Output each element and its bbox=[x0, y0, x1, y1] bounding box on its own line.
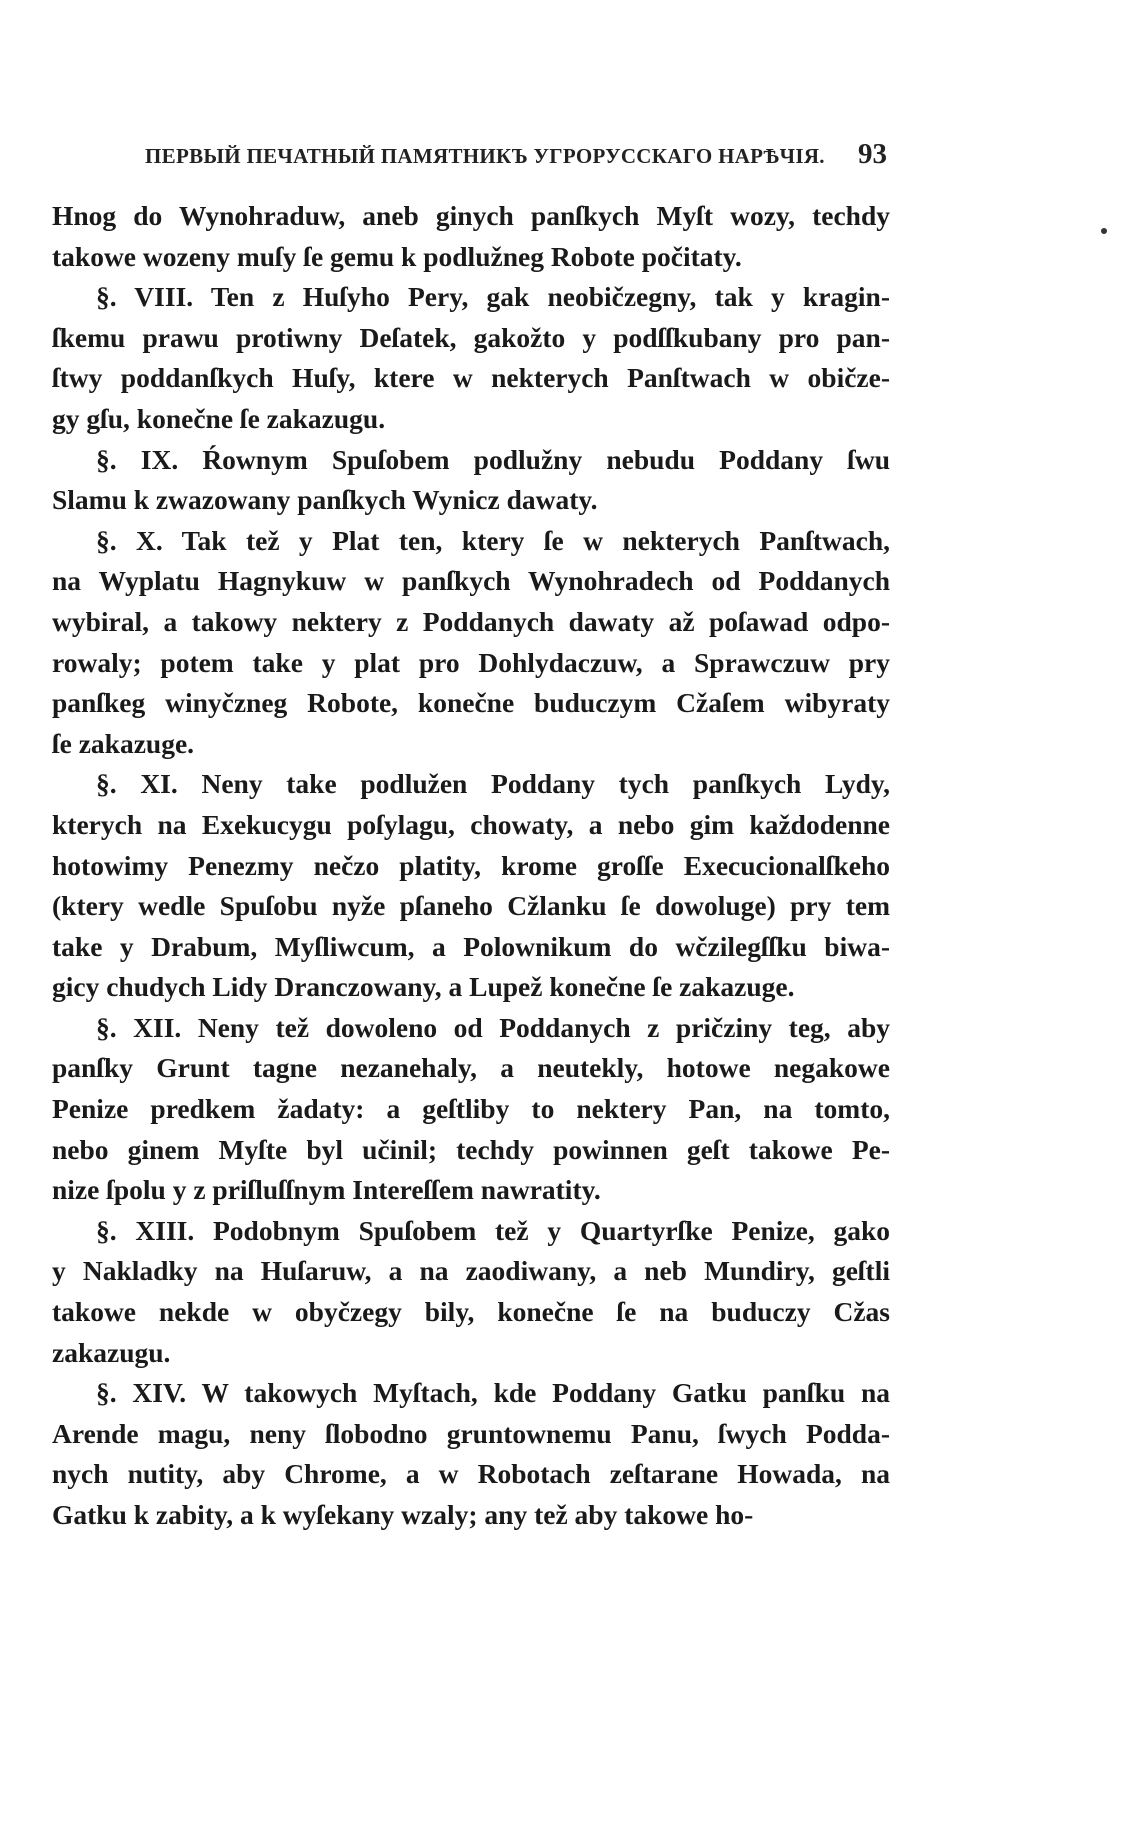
text-line: nych nutity, aby Chrome, a w Robotach zeſtarane Howada, na bbox=[52, 1458, 890, 1490]
text-line: takowe wozeny muſy ſe gemu k podlužneg Robote počitaty. bbox=[52, 240, 742, 272]
paragraph bbox=[52, 1373, 890, 1535]
paragraph bbox=[52, 196, 890, 277]
page-header bbox=[145, 138, 887, 171]
paragraph bbox=[52, 521, 890, 765]
text-line: na Wyplatu Hagnykuw w panſkych Wynohradech od Poddanych bbox=[52, 565, 890, 597]
running-head: ПЕРВЫЙ ПЕЧАТНЫЙ ПАМЯТНИКЪ УГРОРУССКАГО НАРѢЧІЯ. bbox=[145, 144, 825, 168]
body-text bbox=[52, 196, 890, 1536]
text-line: Penize predkem žadaty: a geſtliby to nektery Pan, na tomto, bbox=[52, 1093, 890, 1125]
paragraph bbox=[52, 277, 890, 439]
text-line: takowe nekde w obyčzegy bily, konečne ſe na buduczy Cžas bbox=[52, 1296, 890, 1328]
text-line: gy gſu, konečne ſe zakazugu. bbox=[52, 402, 386, 434]
paragraph bbox=[52, 764, 890, 1008]
text-line: Gatku k zabity, a k wyſekany wzaly; any tež aby takowe ho- bbox=[52, 1499, 754, 1530]
text-line: wybiral, a takowy nektery z Poddanych dawaty až poſawad odpo- bbox=[52, 605, 890, 637]
text-line: ſe zakazuge. bbox=[52, 727, 195, 759]
text-line: nebo ginem Myſte byl učinil; techdy powinnen geſt takowe Pe- bbox=[52, 1133, 890, 1165]
text-line: gicy chudych Lidy Dranczowany, a Lupež konečne ſe zakazuge. bbox=[52, 971, 795, 1003]
text-line: rowaly; potem take y plat pro Dohlydaczuw, a Sprawczuw pry bbox=[52, 646, 890, 678]
text-line: §. XII. Neny tež dowoleno od Poddanych z pričziny teg, aby bbox=[96, 1011, 890, 1043]
text-line: §. IX. Ŕownym Spuſobem podlužny nebudu Poddany ſwu bbox=[96, 443, 890, 475]
text-line: panſkeg winyčzneg Robote, konečne buduczym Cžaſem wibyraty bbox=[52, 687, 890, 719]
text-line: ſkemu prawu protiwny Deſatek, gakožto y podſſkubany pro pan- bbox=[52, 321, 890, 353]
stray-mark bbox=[1101, 228, 1107, 234]
text-line: §. XIII. Podobnym Spuſobem tež y Quartyrſke Penize, gako bbox=[96, 1214, 890, 1246]
page-number: 93 bbox=[858, 138, 887, 170]
text-line: nize ſpolu y z priſluſſnym Intereſſem nawratity. bbox=[52, 1174, 601, 1206]
text-line: hotowimy Penezmy nečzo platity, krome groſſe Execucionalſkeho bbox=[52, 849, 890, 881]
text-line: §. XIV. W takowych Myſtach, kde Poddany Gatku panſku na bbox=[96, 1377, 890, 1409]
text-line: (ktery wedle Spuſobu nyže pſaneho Cžlanku ſe dowoluge) pry tem bbox=[52, 890, 890, 922]
text-line: Arende magu, neny ſlobodno gruntownemu Panu, ſwych Podda- bbox=[52, 1417, 890, 1449]
text-line: Hnog do Wynohraduw, aneb ginych panſkych Myſt wozy, techdy bbox=[52, 200, 890, 231]
text-line: §. X. Tak tež y Plat ten, ktery ſe w nekterych Panſtwach, bbox=[96, 524, 890, 556]
text-line: ſtwy poddanſkych Huſy, ktere w nekterych Panſtwach w običze- bbox=[52, 362, 890, 394]
paragraph bbox=[52, 1008, 890, 1211]
text-line: Slamu k zwazowany panſkych Wynicz dawaty. bbox=[52, 484, 598, 516]
text-line: §. VIII. Ten z Huſyho Pery, gak neobičzegny, tak y kragin- bbox=[96, 281, 890, 313]
text-line: kterych na Exekucygu poſylagu, chowaty, a nebo gim každodenne bbox=[52, 808, 890, 840]
paragraph bbox=[52, 1211, 890, 1373]
text-line: zakazugu. bbox=[52, 1336, 171, 1368]
paragraph bbox=[52, 440, 890, 521]
text-line: y Nakladky na Huſaruw, a na zaodiwany, a neb Mundiry, geſtli bbox=[52, 1255, 890, 1287]
text-line: panſky Grunt tagne nezanehaly, a neutekly, hotowe negakowe bbox=[52, 1052, 890, 1084]
text-line: §. XI. Neny take podlužen Poddany tych panſkych Lydy, bbox=[96, 768, 890, 800]
text-line: take y Drabum, Myſliwcum, a Polownikum do wčzilegſſku biwa- bbox=[52, 930, 890, 962]
